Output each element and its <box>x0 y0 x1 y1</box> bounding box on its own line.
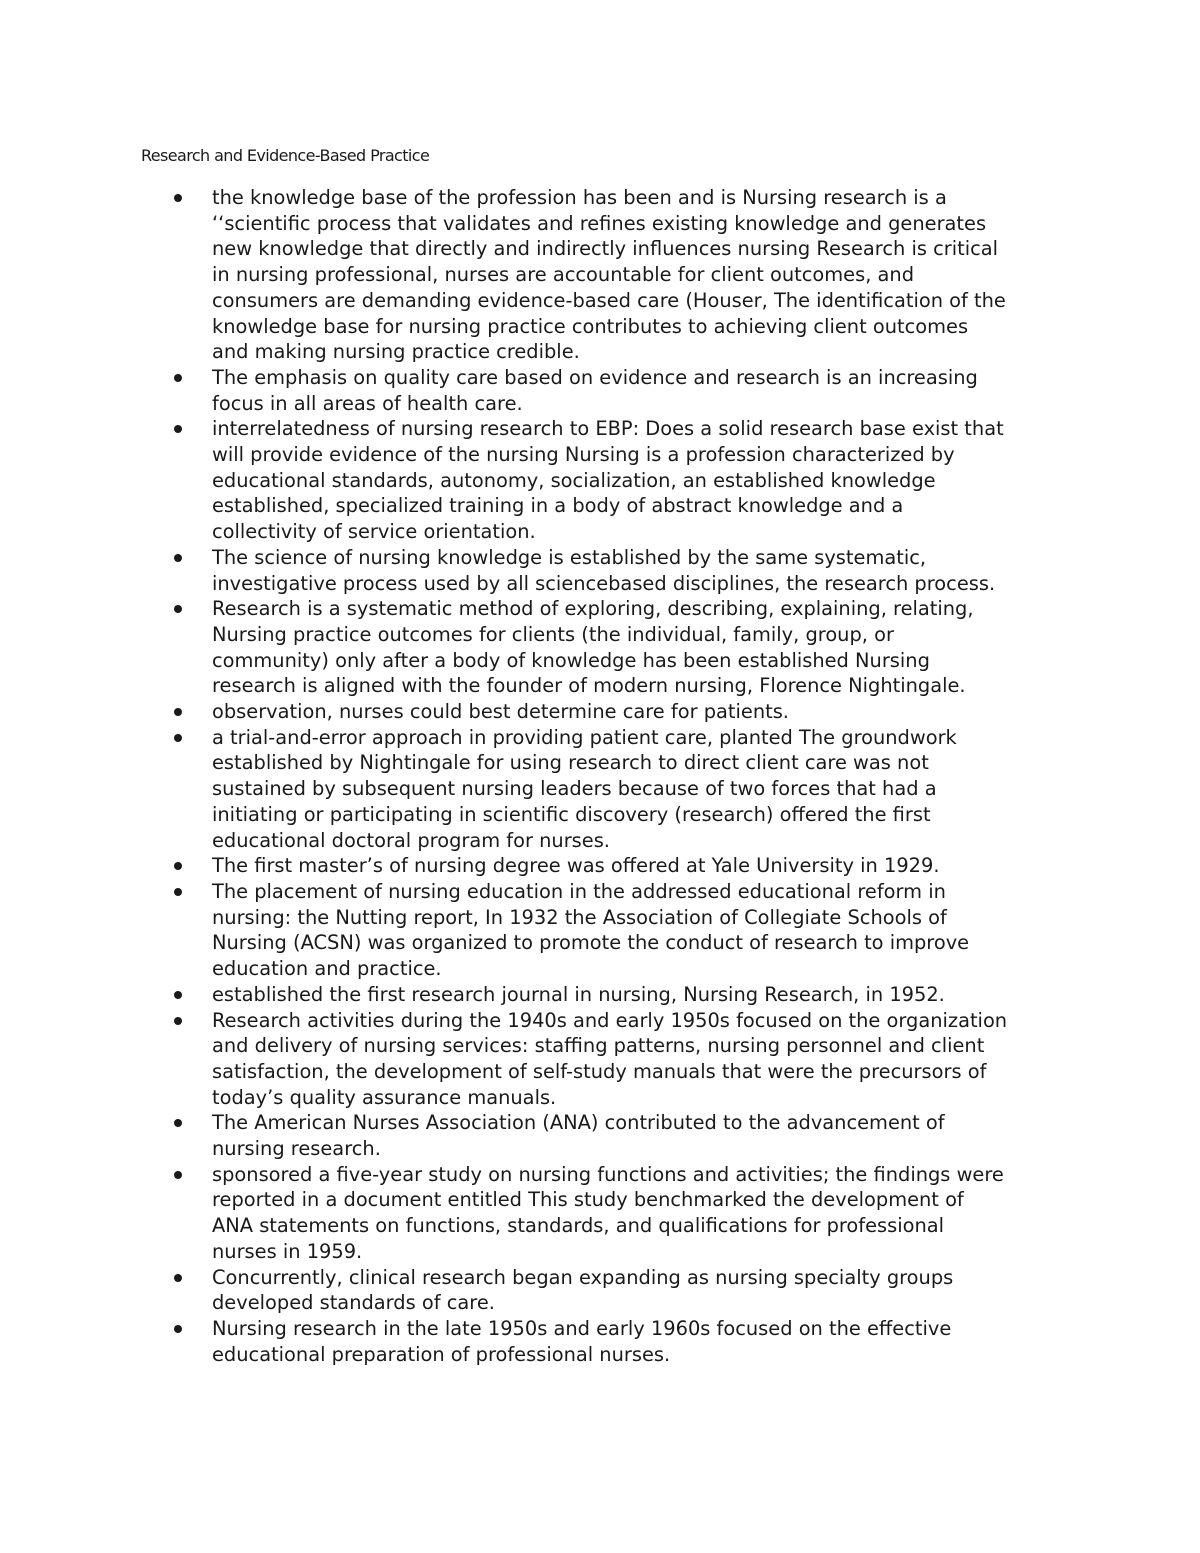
bullet-text-line: The science of nursing knowledge is established by the same systematic, <box>212 545 927 569</box>
bullet-dot-icon <box>174 605 182 613</box>
bullet-dot-icon <box>174 991 182 999</box>
bullet-item <box>212 853 1074 879</box>
bullet-item <box>212 1265 1074 1316</box>
bullet-item <box>212 725 1074 854</box>
bullet-text-line: established, specialized training in a body of abstract knowledge and a <box>212 494 904 518</box>
bullet-item <box>212 185 1074 365</box>
bullet-item <box>212 982 1074 1008</box>
bullet-text-line: developed standards of care. <box>212 1291 495 1315</box>
bullet-text-line: focus in all areas of health care. <box>212 391 523 415</box>
bullet-dot-icon <box>174 554 182 562</box>
bullet-item <box>212 1162 1074 1265</box>
bullet-dot-icon <box>174 1017 182 1025</box>
bullet-text-line: established by Nightingale for using research to direct client care was not <box>212 751 929 775</box>
bullet-item <box>212 545 1074 596</box>
bullet-dot-icon <box>174 888 182 896</box>
bullet-text-line: Research is a systematic method of exploring, describing, explaining, relating, <box>212 597 974 621</box>
bullet-text-line: in nursing professional, nurses are accountable for client outcomes, and <box>212 263 915 287</box>
bullet-text-line: research is aligned with the founder of modern nursing, Florence Nightingale. <box>212 674 966 698</box>
bullet-text-line: will provide evidence of the nursing Nursing is a profession characterized by <box>212 443 955 467</box>
bullet-text-line: initiating or participating in scientific discovery (research) offered the first <box>212 802 931 826</box>
bullet-text-line: established the first research journal in nursing, Nursing Research, in 1952. <box>212 982 945 1006</box>
bullet-text-line: Research activities during the 1940s and early 1950s focused on the organization <box>212 1008 1008 1032</box>
bullet-dot-icon <box>174 708 182 716</box>
bullet-item <box>212 879 1074 982</box>
bullet-text-line: ‘‘scientific process that validates and refines existing knowledge and generates <box>212 211 987 235</box>
bullet-text-line: and delivery of nursing services: staffing patterns, nursing personnel and client <box>212 1034 985 1058</box>
bullet-text-line: reported in a document entitled This study benchmarked the development of <box>212 1188 964 1212</box>
bullet-text-line: The American Nurses Association (ANA) contributed to the advancement of <box>212 1111 945 1135</box>
bullet-dot-icon <box>174 425 182 433</box>
bullet-text-line: The emphasis on quality care based on evidence and research is an increasing <box>212 365 978 389</box>
bullet-text-line: collectivity of service orientation. <box>212 520 536 544</box>
bullet-text-line: educational preparation of professional nurses. <box>212 1342 671 1366</box>
bullet-text-line: the knowledge base of the profession has been and is Nursing research is a <box>212 186 947 209</box>
bullet-dot-icon <box>174 1325 182 1333</box>
bullet-text-line: Nursing practice outcomes for clients (the individual, family, group, or <box>212 622 894 646</box>
bullet-item <box>212 365 1074 416</box>
bullet-dot-icon <box>174 1119 182 1127</box>
bullet-text-line: satisfaction, the development of self-study manuals that were the precursors of <box>212 1059 987 1083</box>
bullet-text-line: The placement of nursing education in the addressed educational reform in <box>212 879 946 903</box>
bullet-text-line: today’s quality assurance manuals. <box>212 1085 557 1109</box>
bullet-text-line: Nursing research in the late 1950s and early 1960s focused on the effective <box>212 1316 952 1340</box>
bullet-text-line: Nursing (ACSN) was organized to promote the conduct of research to improve <box>212 931 970 955</box>
bullet-text-line: observation, nurses could best determine care for patients. <box>212 700 789 724</box>
bullet-text-line: consumers are demanding evidence-based care (Houser, The identification of the <box>212 288 1006 312</box>
bullet-item <box>212 1316 1074 1367</box>
bullet-text-line: knowledge base for nursing practice contributes to achieving client outcomes <box>212 314 969 338</box>
bullet-text-line: The first master’s of nursing degree was offered at Yale University in 1929. <box>212 854 940 878</box>
bullet-text-line: nursing: the Nutting report, In 1932 the Association of Collegiate Schools of <box>212 905 947 929</box>
bullet-text-line: new knowledge that directly and indirectly influences nursing Research is critical <box>212 237 999 261</box>
bullet-text-line: sponsored a five-year study on nursing functions and activities; the findings were <box>212 1162 1004 1186</box>
bullet-text-line: interrelatedness of nursing research to EBP: Does a solid research base exist that <box>212 417 1004 441</box>
bullet-text-line: education and practice. <box>212 957 442 981</box>
bullet-text-line: Concurrently, clinical research began expanding as nursing specialty groups <box>212 1265 954 1289</box>
bullet-text-line: and making nursing practice credible. <box>212 340 580 364</box>
bullet-text-line: educational doctoral program for nurses. <box>212 828 610 852</box>
bullet-dot-icon <box>174 862 182 870</box>
bullet-text-line: investigative process used by all sciencebased disciplines, the research process. <box>212 571 996 595</box>
bullet-item <box>212 1008 1074 1111</box>
bullet-item <box>212 416 1074 545</box>
bullet-dot-icon <box>174 374 182 382</box>
bullet-list <box>212 185 1074 1367</box>
bullet-text-line: educational standards, autonomy, socialization, an established knowledge <box>212 468 936 492</box>
bullet-dot-icon <box>174 194 182 202</box>
bullet-item <box>212 596 1074 699</box>
bullet-text-line: a trial-and-error approach in providing patient care, planted The groundwork <box>212 725 957 749</box>
document-title: Research and Evidence-Based Practice <box>141 146 430 165</box>
bullet-text-line: nursing research. <box>212 1137 381 1161</box>
bullet-item <box>212 699 1074 725</box>
bullet-text-line: community) only after a body of knowledge has been established Nursing <box>212 648 930 672</box>
bullet-dot-icon <box>174 1274 182 1282</box>
bullet-text-line: ANA statements on functions, standards, and qualifications for professional <box>212 1214 945 1238</box>
bullet-text-line: nurses in 1959. <box>212 1239 363 1263</box>
bullet-item <box>212 1110 1074 1161</box>
bullet-dot-icon <box>174 734 182 742</box>
bullet-dot-icon <box>174 1171 182 1179</box>
bullet-text-line: sustained by subsequent nursing leaders because of two forces that had a <box>212 777 937 801</box>
